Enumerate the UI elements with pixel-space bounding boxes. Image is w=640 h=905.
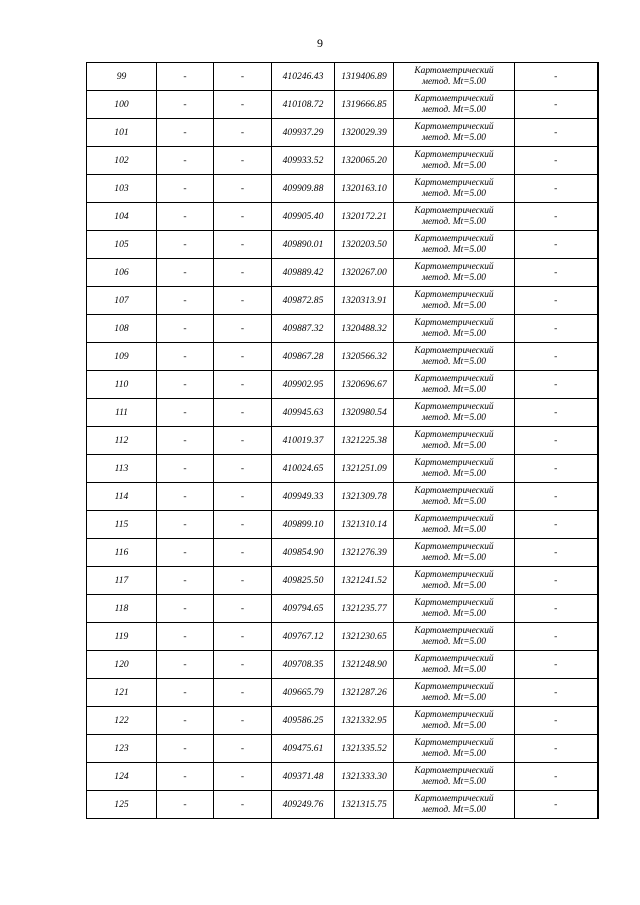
method-cell bbox=[394, 763, 515, 791]
x-coordinate-cell: 409665.79 bbox=[272, 679, 335, 707]
table-row bbox=[87, 175, 598, 203]
empty-dash-cell: - bbox=[214, 595, 272, 623]
method-line-1: Картометрический bbox=[414, 429, 494, 440]
x-coordinate-cell: 409371.48 bbox=[272, 763, 335, 791]
table-row bbox=[87, 763, 598, 791]
empty-dash-cell: - bbox=[157, 483, 214, 511]
method-cell bbox=[394, 623, 515, 651]
x-coordinate-cell: 409902.95 bbox=[272, 371, 335, 399]
y-coordinate-cell: 1319666.85 bbox=[335, 91, 394, 119]
note-dash-cell: - bbox=[515, 203, 598, 231]
method-line-2: метод. Мt=5.00 bbox=[422, 776, 486, 787]
method-line-1: Картометрический bbox=[414, 233, 494, 244]
method-line-2: метод. Мt=5.00 bbox=[422, 552, 486, 563]
y-coordinate-cell: 1320029.39 bbox=[335, 119, 394, 147]
table-row bbox=[87, 567, 598, 595]
method-cell bbox=[394, 371, 515, 399]
empty-dash-cell: - bbox=[214, 651, 272, 679]
empty-dash-cell: - bbox=[214, 791, 272, 819]
y-coordinate-cell: 1321225.38 bbox=[335, 427, 394, 455]
table-row bbox=[87, 707, 598, 735]
note-dash-cell: - bbox=[515, 707, 598, 735]
empty-dash-cell: - bbox=[157, 763, 214, 791]
method-cell bbox=[394, 91, 515, 119]
empty-dash-cell: - bbox=[157, 791, 214, 819]
empty-dash-cell: - bbox=[214, 203, 272, 231]
method-line-1: Картометрический bbox=[414, 289, 494, 300]
method-cell bbox=[394, 259, 515, 287]
y-coordinate-cell: 1321315.75 bbox=[335, 791, 394, 819]
table-row bbox=[87, 791, 598, 819]
method-cell bbox=[394, 595, 515, 623]
method-line-2: метод. Мt=5.00 bbox=[422, 132, 486, 143]
empty-dash-cell: - bbox=[214, 483, 272, 511]
empty-dash-cell: - bbox=[214, 91, 272, 119]
empty-dash-cell: - bbox=[214, 63, 272, 91]
method-line-1: Картометрический bbox=[414, 737, 494, 748]
method-line-1: Картометрический bbox=[414, 121, 494, 132]
method-line-2: метод. Мt=5.00 bbox=[422, 272, 486, 283]
empty-dash-cell: - bbox=[214, 455, 272, 483]
coordinates-table-container bbox=[86, 62, 597, 819]
note-dash-cell: - bbox=[515, 147, 598, 175]
y-coordinate-cell: 1321276.39 bbox=[335, 539, 394, 567]
note-dash-cell: - bbox=[515, 371, 598, 399]
point-number-cell: 122 bbox=[87, 707, 157, 735]
empty-dash-cell: - bbox=[157, 539, 214, 567]
empty-dash-cell: - bbox=[214, 567, 272, 595]
empty-dash-cell: - bbox=[214, 175, 272, 203]
method-line-2: метод. Мt=5.00 bbox=[422, 188, 486, 199]
y-coordinate-cell: 1319406.89 bbox=[335, 63, 394, 91]
x-coordinate-cell: 409825.50 bbox=[272, 567, 335, 595]
empty-dash-cell: - bbox=[157, 63, 214, 91]
empty-dash-cell: - bbox=[157, 651, 214, 679]
table-row bbox=[87, 371, 598, 399]
point-number-cell: 123 bbox=[87, 735, 157, 763]
empty-dash-cell: - bbox=[157, 259, 214, 287]
x-coordinate-cell: 409586.25 bbox=[272, 707, 335, 735]
method-cell bbox=[394, 539, 515, 567]
note-dash-cell: - bbox=[515, 343, 598, 371]
method-line-2: метод. Мt=5.00 bbox=[422, 104, 486, 115]
method-cell bbox=[394, 175, 515, 203]
empty-dash-cell: - bbox=[157, 287, 214, 315]
empty-dash-cell: - bbox=[214, 315, 272, 343]
point-number-cell: 102 bbox=[87, 147, 157, 175]
x-coordinate-cell: 409794.65 bbox=[272, 595, 335, 623]
note-dash-cell: - bbox=[515, 455, 598, 483]
point-number-cell: 112 bbox=[87, 427, 157, 455]
y-coordinate-cell: 1321287.26 bbox=[335, 679, 394, 707]
x-coordinate-cell: 409905.40 bbox=[272, 203, 335, 231]
method-line-1: Картометрический bbox=[414, 653, 494, 664]
method-line-2: метод. Мt=5.00 bbox=[422, 468, 486, 479]
y-coordinate-cell: 1321332.95 bbox=[335, 707, 394, 735]
table-row bbox=[87, 595, 598, 623]
point-number-cell: 109 bbox=[87, 343, 157, 371]
point-number-cell: 119 bbox=[87, 623, 157, 651]
table-row bbox=[87, 119, 598, 147]
method-cell bbox=[394, 455, 515, 483]
table-row bbox=[87, 455, 598, 483]
note-dash-cell: - bbox=[515, 735, 598, 763]
empty-dash-cell: - bbox=[214, 427, 272, 455]
y-coordinate-cell: 1320172.21 bbox=[335, 203, 394, 231]
method-line-2: метод. Мt=5.00 bbox=[422, 524, 486, 535]
method-line-2: метод. Мt=5.00 bbox=[422, 356, 486, 367]
method-line-1: Картометрический bbox=[414, 457, 494, 468]
method-line-2: метод. Мt=5.00 bbox=[422, 804, 486, 815]
empty-dash-cell: - bbox=[214, 399, 272, 427]
method-cell bbox=[394, 567, 515, 595]
point-number-cell: 121 bbox=[87, 679, 157, 707]
note-dash-cell: - bbox=[515, 259, 598, 287]
note-dash-cell: - bbox=[515, 287, 598, 315]
point-number-cell: 99 bbox=[87, 63, 157, 91]
x-coordinate-cell: 409854.90 bbox=[272, 539, 335, 567]
y-coordinate-cell: 1321241.52 bbox=[335, 567, 394, 595]
point-number-cell: 114 bbox=[87, 483, 157, 511]
coordinates-table bbox=[86, 62, 599, 819]
method-line-2: метод. Мt=5.00 bbox=[422, 384, 486, 395]
empty-dash-cell: - bbox=[214, 119, 272, 147]
empty-dash-cell: - bbox=[157, 567, 214, 595]
method-line-1: Картометрический bbox=[414, 93, 494, 104]
point-number-cell: 113 bbox=[87, 455, 157, 483]
method-cell bbox=[394, 511, 515, 539]
method-line-2: метод. Мt=5.00 bbox=[422, 748, 486, 759]
table-row bbox=[87, 511, 598, 539]
x-coordinate-cell: 409937.29 bbox=[272, 119, 335, 147]
point-number-cell: 118 bbox=[87, 595, 157, 623]
method-line-1: Картометрический bbox=[414, 317, 494, 328]
method-line-2: метод. Мt=5.00 bbox=[422, 636, 486, 647]
x-coordinate-cell: 409887.32 bbox=[272, 315, 335, 343]
point-number-cell: 100 bbox=[87, 91, 157, 119]
y-coordinate-cell: 1320163.10 bbox=[335, 175, 394, 203]
y-coordinate-cell: 1320065.20 bbox=[335, 147, 394, 175]
method-line-1: Картометрический bbox=[414, 541, 494, 552]
method-cell bbox=[394, 231, 515, 259]
method-line-1: Картометрический bbox=[414, 177, 494, 188]
method-line-1: Картометрический bbox=[414, 709, 494, 720]
empty-dash-cell: - bbox=[157, 343, 214, 371]
empty-dash-cell: - bbox=[157, 119, 214, 147]
empty-dash-cell: - bbox=[214, 735, 272, 763]
method-cell bbox=[394, 343, 515, 371]
x-coordinate-cell: 409909.88 bbox=[272, 175, 335, 203]
point-number-cell: 110 bbox=[87, 371, 157, 399]
y-coordinate-cell: 1320566.32 bbox=[335, 343, 394, 371]
empty-dash-cell: - bbox=[157, 315, 214, 343]
x-coordinate-cell: 410024.65 bbox=[272, 455, 335, 483]
table-row bbox=[87, 203, 598, 231]
method-line-2: метод. Мt=5.00 bbox=[422, 440, 486, 451]
empty-dash-cell: - bbox=[157, 175, 214, 203]
x-coordinate-cell: 409933.52 bbox=[272, 147, 335, 175]
note-dash-cell: - bbox=[515, 175, 598, 203]
method-line-2: метод. Мt=5.00 bbox=[422, 412, 486, 423]
note-dash-cell: - bbox=[515, 679, 598, 707]
note-dash-cell: - bbox=[515, 399, 598, 427]
method-line-2: метод. Мt=5.00 bbox=[422, 216, 486, 227]
method-cell bbox=[394, 679, 515, 707]
x-coordinate-cell: 409945.63 bbox=[272, 399, 335, 427]
method-line-1: Картометрический bbox=[414, 793, 494, 804]
note-dash-cell: - bbox=[515, 567, 598, 595]
empty-dash-cell: - bbox=[157, 511, 214, 539]
point-number-cell: 103 bbox=[87, 175, 157, 203]
method-cell bbox=[394, 315, 515, 343]
table-row bbox=[87, 679, 598, 707]
y-coordinate-cell: 1321309.78 bbox=[335, 483, 394, 511]
note-dash-cell: - bbox=[515, 315, 598, 343]
empty-dash-cell: - bbox=[157, 623, 214, 651]
empty-dash-cell: - bbox=[157, 147, 214, 175]
empty-dash-cell: - bbox=[214, 763, 272, 791]
empty-dash-cell: - bbox=[214, 679, 272, 707]
empty-dash-cell: - bbox=[157, 679, 214, 707]
point-number-cell: 108 bbox=[87, 315, 157, 343]
table-row bbox=[87, 259, 598, 287]
table-row bbox=[87, 651, 598, 679]
table-row bbox=[87, 539, 598, 567]
point-number-cell: 117 bbox=[87, 567, 157, 595]
table-row bbox=[87, 343, 598, 371]
method-cell bbox=[394, 483, 515, 511]
method-cell bbox=[394, 63, 515, 91]
table-row bbox=[87, 427, 598, 455]
point-number-cell: 104 bbox=[87, 203, 157, 231]
empty-dash-cell: - bbox=[157, 399, 214, 427]
method-cell bbox=[394, 735, 515, 763]
y-coordinate-cell: 1321248.90 bbox=[335, 651, 394, 679]
method-line-1: Картометрический bbox=[414, 765, 494, 776]
y-coordinate-cell: 1320203.50 bbox=[335, 231, 394, 259]
method-line-1: Картометрический bbox=[414, 513, 494, 524]
table-row bbox=[87, 315, 598, 343]
empty-dash-cell: - bbox=[157, 595, 214, 623]
table-row bbox=[87, 735, 598, 763]
method-line-2: метод. Мt=5.00 bbox=[422, 328, 486, 339]
point-number-cell: 101 bbox=[87, 119, 157, 147]
method-line-2: метод. Мt=5.00 bbox=[422, 244, 486, 255]
empty-dash-cell: - bbox=[157, 91, 214, 119]
x-coordinate-cell: 409949.33 bbox=[272, 483, 335, 511]
empty-dash-cell: - bbox=[214, 707, 272, 735]
empty-dash-cell: - bbox=[214, 371, 272, 399]
empty-dash-cell: - bbox=[214, 259, 272, 287]
y-coordinate-cell: 1320696.67 bbox=[335, 371, 394, 399]
table-row bbox=[87, 399, 598, 427]
method-line-2: метод. Мt=5.00 bbox=[422, 608, 486, 619]
method-line-2: метод. Мt=5.00 bbox=[422, 580, 486, 591]
y-coordinate-cell: 1321230.65 bbox=[335, 623, 394, 651]
point-number-cell: 125 bbox=[87, 791, 157, 819]
empty-dash-cell: - bbox=[214, 147, 272, 175]
method-cell bbox=[394, 399, 515, 427]
table-row bbox=[87, 623, 598, 651]
note-dash-cell: - bbox=[515, 483, 598, 511]
empty-dash-cell: - bbox=[214, 623, 272, 651]
empty-dash-cell: - bbox=[157, 735, 214, 763]
method-line-1: Картометрический bbox=[414, 681, 494, 692]
method-line-1: Картометрический bbox=[414, 485, 494, 496]
method-cell bbox=[394, 651, 515, 679]
empty-dash-cell: - bbox=[157, 427, 214, 455]
method-cell bbox=[394, 119, 515, 147]
method-line-2: метод. Мt=5.00 bbox=[422, 160, 486, 171]
empty-dash-cell: - bbox=[214, 287, 272, 315]
method-line-1: Картометрический bbox=[414, 205, 494, 216]
method-cell bbox=[394, 791, 515, 819]
empty-dash-cell: - bbox=[157, 231, 214, 259]
y-coordinate-cell: 1320488.32 bbox=[335, 315, 394, 343]
empty-dash-cell: - bbox=[214, 539, 272, 567]
method-cell bbox=[394, 147, 515, 175]
empty-dash-cell: - bbox=[157, 707, 214, 735]
method-cell bbox=[394, 707, 515, 735]
method-line-1: Картометрический bbox=[414, 373, 494, 384]
note-dash-cell: - bbox=[515, 763, 598, 791]
note-dash-cell: - bbox=[515, 511, 598, 539]
y-coordinate-cell: 1320267.00 bbox=[335, 259, 394, 287]
empty-dash-cell: - bbox=[214, 343, 272, 371]
method-cell bbox=[394, 427, 515, 455]
method-cell bbox=[394, 203, 515, 231]
y-coordinate-cell: 1321333.30 bbox=[335, 763, 394, 791]
table-row bbox=[87, 63, 598, 91]
note-dash-cell: - bbox=[515, 119, 598, 147]
point-number-cell: 120 bbox=[87, 651, 157, 679]
point-number-cell: 105 bbox=[87, 231, 157, 259]
point-number-cell: 115 bbox=[87, 511, 157, 539]
method-line-2: метод. Мt=5.00 bbox=[422, 300, 486, 311]
x-coordinate-cell: 409867.28 bbox=[272, 343, 335, 371]
x-coordinate-cell: 409767.12 bbox=[272, 623, 335, 651]
note-dash-cell: - bbox=[515, 427, 598, 455]
empty-dash-cell: - bbox=[214, 511, 272, 539]
y-coordinate-cell: 1320313.91 bbox=[335, 287, 394, 315]
y-coordinate-cell: 1321251.09 bbox=[335, 455, 394, 483]
y-coordinate-cell: 1321235.77 bbox=[335, 595, 394, 623]
empty-dash-cell: - bbox=[157, 203, 214, 231]
note-dash-cell: - bbox=[515, 623, 598, 651]
method-line-1: Картометрический bbox=[414, 401, 494, 412]
method-line-2: метод. Мt=5.00 bbox=[422, 496, 486, 507]
x-coordinate-cell: 410019.37 bbox=[272, 427, 335, 455]
method-line-2: метод. Мt=5.00 bbox=[422, 692, 486, 703]
empty-dash-cell: - bbox=[157, 455, 214, 483]
x-coordinate-cell: 409899.10 bbox=[272, 511, 335, 539]
note-dash-cell: - bbox=[515, 651, 598, 679]
note-dash-cell: - bbox=[515, 595, 598, 623]
note-dash-cell: - bbox=[515, 91, 598, 119]
method-line-2: метод. Мt=5.00 bbox=[422, 720, 486, 731]
empty-dash-cell: - bbox=[157, 371, 214, 399]
x-coordinate-cell: 410108.72 bbox=[272, 91, 335, 119]
point-number-cell: 111 bbox=[87, 399, 157, 427]
method-line-2: метод. Мt=5.00 bbox=[422, 76, 486, 87]
x-coordinate-cell: 409889.42 bbox=[272, 259, 335, 287]
point-number-cell: 124 bbox=[87, 763, 157, 791]
empty-dash-cell: - bbox=[214, 231, 272, 259]
method-line-1: Картометрический bbox=[414, 65, 494, 76]
table-row bbox=[87, 147, 598, 175]
x-coordinate-cell: 409872.85 bbox=[272, 287, 335, 315]
page-number: 9 bbox=[317, 36, 323, 50]
note-dash-cell: - bbox=[515, 539, 598, 567]
x-coordinate-cell: 409475.61 bbox=[272, 735, 335, 763]
note-dash-cell: - bbox=[515, 231, 598, 259]
x-coordinate-cell: 410246.43 bbox=[272, 63, 335, 91]
note-dash-cell: - bbox=[515, 63, 598, 91]
note-dash-cell: - bbox=[515, 791, 598, 819]
method-line-1: Картометрический bbox=[414, 597, 494, 608]
y-coordinate-cell: 1320980.54 bbox=[335, 399, 394, 427]
method-line-1: Картометрический bbox=[414, 625, 494, 636]
coordinates-table-body bbox=[87, 63, 598, 819]
method-line-1: Картометрический bbox=[414, 149, 494, 160]
point-number-cell: 107 bbox=[87, 287, 157, 315]
method-line-1: Картометрический bbox=[414, 569, 494, 580]
method-cell bbox=[394, 287, 515, 315]
method-line-1: Картометрический bbox=[414, 261, 494, 272]
x-coordinate-cell: 409708.35 bbox=[272, 651, 335, 679]
x-coordinate-cell: 409890.01 bbox=[272, 231, 335, 259]
y-coordinate-cell: 1321310.14 bbox=[335, 511, 394, 539]
x-coordinate-cell: 409249.76 bbox=[272, 791, 335, 819]
table-row bbox=[87, 231, 598, 259]
point-number-cell: 116 bbox=[87, 539, 157, 567]
y-coordinate-cell: 1321335.52 bbox=[335, 735, 394, 763]
point-number-cell: 106 bbox=[87, 259, 157, 287]
table-row bbox=[87, 91, 598, 119]
table-row bbox=[87, 287, 598, 315]
table-row bbox=[87, 483, 598, 511]
method-line-2: метод. Мt=5.00 bbox=[422, 664, 486, 675]
method-line-1: Картометрический bbox=[414, 345, 494, 356]
